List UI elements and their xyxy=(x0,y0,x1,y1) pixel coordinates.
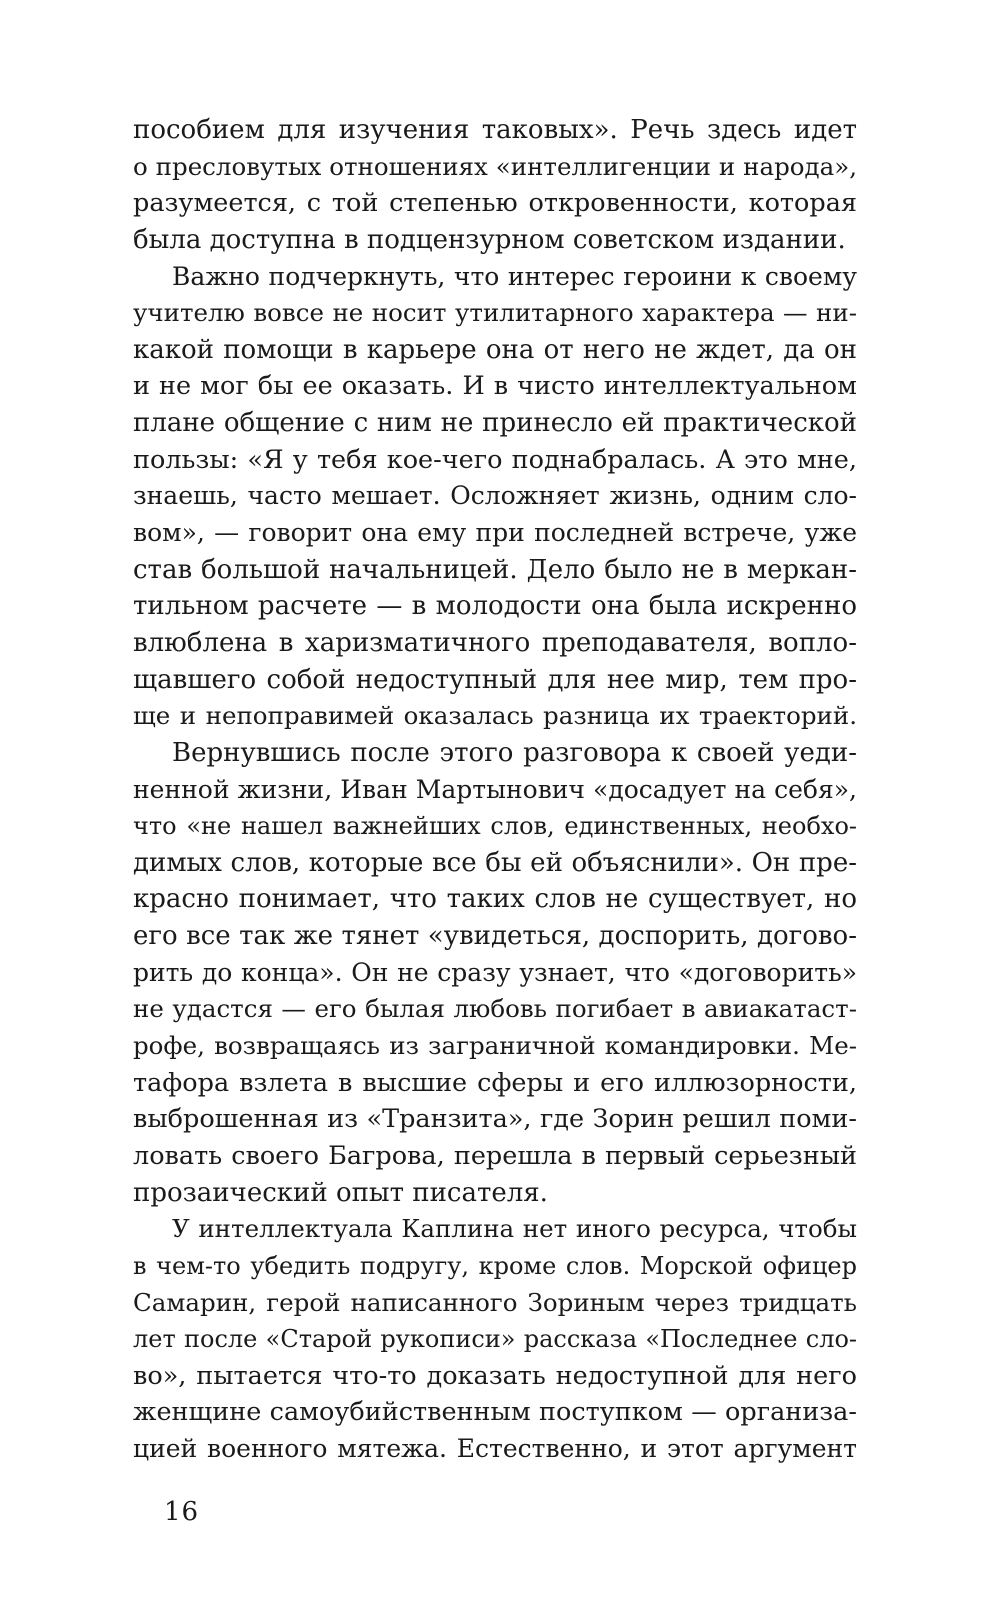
text-line: Вернувшись после этого разговора к своей уеди- xyxy=(172,737,857,768)
text-line: и не мог бы ее оказать. И в чисто интеллектуальном xyxy=(133,371,857,402)
text-line: его все так же тянет «увидеться, доспорить, догово- xyxy=(133,921,857,952)
paragraph xyxy=(133,112,857,259)
text-line: о пресловутых отношениях «интеллигенции и народа», xyxy=(133,151,857,181)
text-line: тильном расчете — в молодости она была искренно xyxy=(133,591,857,622)
text-line: рить до конца». Он не сразу узнает, что «договорить» xyxy=(133,957,857,987)
paragraph xyxy=(133,259,857,735)
text-line: в чем-то убедить подругу, кроме слов. Морской офицер xyxy=(133,1251,857,1280)
text-line: знаешь, часто мешает. Осложняет жизнь, одним сло- xyxy=(133,481,857,511)
text-line: плане общение с ним не принесло ей практической xyxy=(133,408,857,439)
paragraph xyxy=(133,735,857,1211)
text-line: что «не нашел важнейших слов, единственных, необхо- xyxy=(133,812,857,841)
page-body xyxy=(133,112,857,1468)
text-line: ненной жизни, Иван Мартынович «досадует на себя», xyxy=(133,774,857,804)
text-line: пособием для изучения таковых». Речь здесь идет xyxy=(133,115,857,145)
text-line: У интеллектуала Каплина нет иного ресурса, чтобы xyxy=(172,1214,857,1244)
text-line: разумеется, с той степенью откровенности, которая xyxy=(133,188,857,219)
text-line: цией военного мятежа. Естественно, и этот аргумент xyxy=(133,1434,857,1464)
text-line: пользы: «Я у тебя кое-чего поднабралась. А это мне, xyxy=(133,444,857,475)
text-line: ще и непоправимей оказалась разница их траекторий. xyxy=(133,701,857,731)
page-number: 16 xyxy=(164,1497,200,1527)
text-line: вом», — говорит она ему при последней встрече, уже xyxy=(133,518,857,548)
text-line: ловать своего Багрова, перешла в первый серьезный xyxy=(133,1140,857,1171)
text-line: щавшего собой недоступный для нее мир, тем про- xyxy=(133,664,857,695)
paragraph xyxy=(133,1211,857,1467)
text-line: была доступна в подцензурном советском издании. xyxy=(133,224,846,255)
text-line: димых слов, которые все бы ей объяснили». Он пре- xyxy=(133,847,857,878)
text-line: Самарин, герой написанного Зориным через тридцать xyxy=(133,1287,857,1317)
text-line: тафора взлета в высшие сферы и его иллюзорности, xyxy=(133,1067,857,1098)
text-line: став большой начальницей. Дело было не в меркан- xyxy=(133,554,857,585)
text-line: какой помощи в карьере она от него не ждет, да он xyxy=(133,334,857,365)
text-line: красно понимает, что таких слов не существует, но xyxy=(133,884,857,915)
text-line: лет после «Старой рукописи» рассказа «Последнее сло- xyxy=(133,1325,857,1354)
text-line: рофе, возвращаясь из заграничной командировки. Ме- xyxy=(133,1031,857,1061)
text-line: во», пытается что-то доказать недоступной для него xyxy=(133,1360,857,1391)
text-line: прозаический опыт писателя. xyxy=(133,1177,548,1208)
text-line: Важно подчеркнуть, что интерес героини к своему xyxy=(172,261,857,291)
text-line: не удастся — его былая любовь погибает в авиакатаст- xyxy=(133,994,857,1024)
text-line: выброшенная из «Транзита», где Зорин решил поми- xyxy=(133,1104,857,1135)
text-line: женщине самоубийственным поступком — организа- xyxy=(133,1397,857,1428)
text-line: влюблена в харизматичного преподавателя, вопло- xyxy=(133,627,857,658)
text-line: учителю вовсе не носит утилитарного характера — ни- xyxy=(133,298,857,328)
